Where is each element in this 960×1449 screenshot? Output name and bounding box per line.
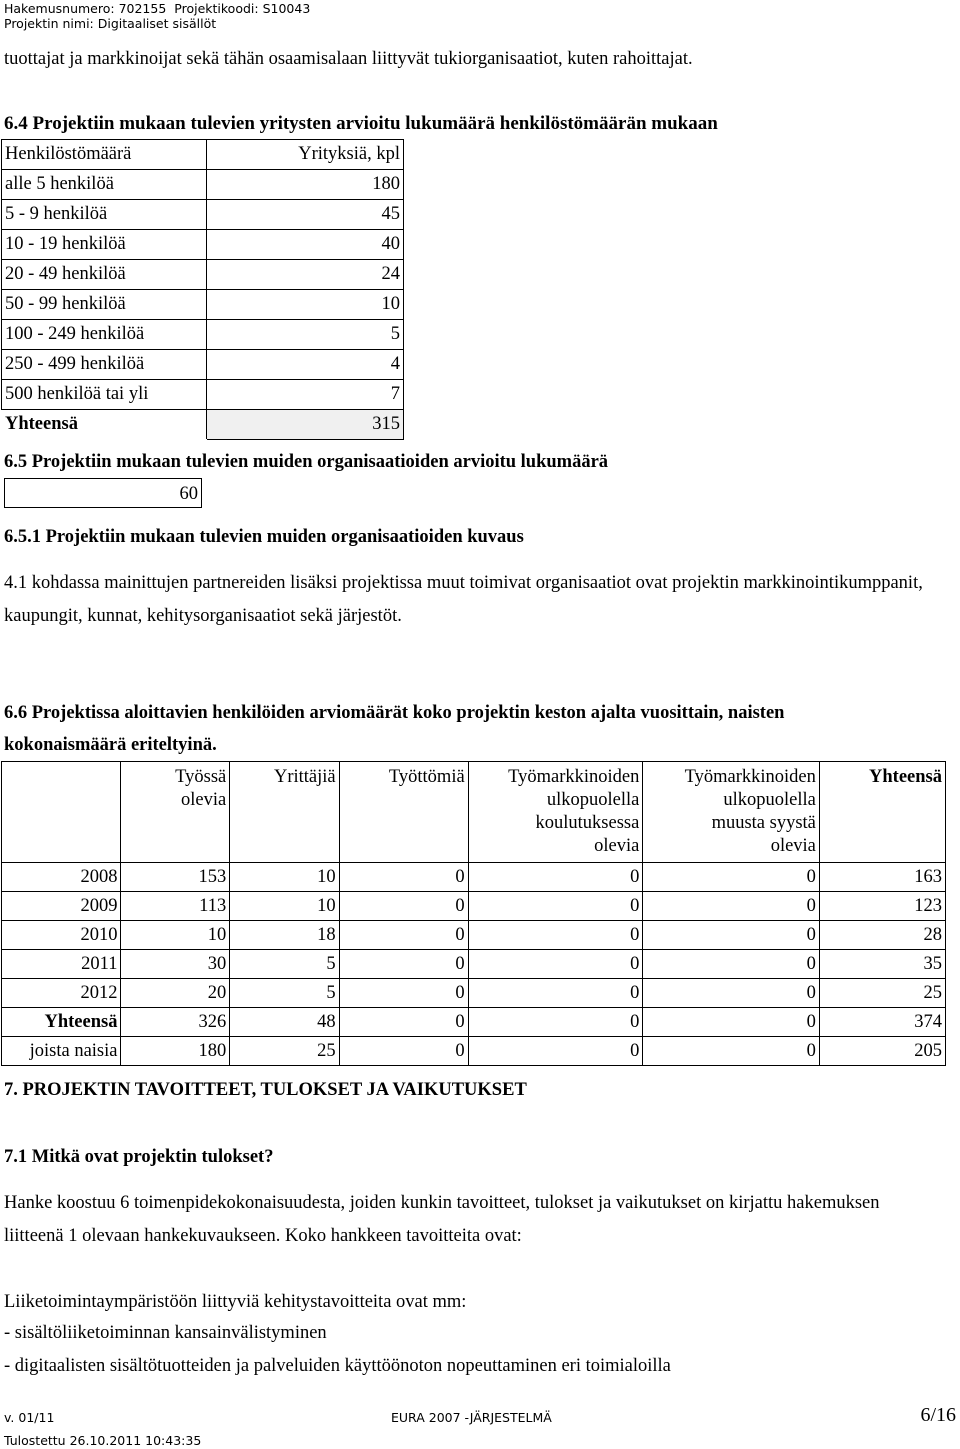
total-value: 315 <box>207 410 404 440</box>
table-row <box>2 1037 946 1066</box>
col-header-staff: Henkilöstömäärä <box>2 140 207 170</box>
column-header-line: Yhteensä <box>869 767 942 787</box>
company-count: 5 <box>207 320 404 350</box>
column-header-line: ulkopuolella <box>546 790 640 810</box>
table-cell: 0 <box>339 921 468 950</box>
column-header-line: olevia <box>770 836 816 856</box>
table-row <box>2 1008 946 1037</box>
project-code: Projektikoodi: S10043 <box>174 1 311 16</box>
table-cell: 180 <box>121 1037 230 1066</box>
table-row <box>2 350 404 380</box>
table-cell: 28 <box>819 921 945 950</box>
table-cell: 0 <box>468 1037 643 1066</box>
table-cell: 0 <box>339 979 468 1008</box>
company-size-table <box>1 139 404 440</box>
section-7-1-text: Hanke koostuu 6 toimenpidekokonaisuudesta, joiden kunkin tavoitteet, tulokset ja vaikutukset on kirjattu hakemuksen liitteenä 1 olevaan hankekuvaukseen. Koko hankkeen tavoitteita ovat: <box>4 1193 880 1246</box>
corner-cell <box>2 762 121 863</box>
table-cell: 123 <box>819 892 945 921</box>
table-row <box>2 863 946 892</box>
table-row <box>2 170 404 200</box>
company-count: 40 <box>207 230 404 260</box>
table-row <box>2 200 404 230</box>
staff-size-label: 20 - 49 henkilöä <box>2 260 207 290</box>
footer-printed: Tulostettu 26.10.2011 10:43:35 <box>4 1433 202 1448</box>
section-6-6-heading-line-2: kokonaismäärä eriteltyinä. <box>4 735 217 755</box>
table-cell: 0 <box>468 950 643 979</box>
table-cell: 0 <box>643 921 820 950</box>
column-header-line: olevia <box>181 790 227 810</box>
table-cell: 0 <box>339 1008 468 1037</box>
section-6-6-heading-line-1: 6.6 Projektissa aloittavien henkilöiden arviomäärät koko projektin keston ajalta vuosittain, naisten <box>4 703 785 723</box>
table-row <box>2 290 404 320</box>
table-header-row <box>2 762 946 863</box>
goals-item-2: - digitaalisten sisältötuotteiden ja palveluiden käyttöönoton nopeuttaminen eri toimialoilla <box>4 1356 671 1376</box>
table-row <box>2 950 946 979</box>
table-header-row <box>2 140 404 170</box>
company-count: 10 <box>207 290 404 320</box>
table-cell: 10 <box>230 863 339 892</box>
total-row <box>2 410 404 440</box>
table-cell: 48 <box>230 1008 339 1037</box>
section-6-5-1-text: 4.1 kohdassa mainittujen partnereiden lisäksi projektissa muut toimivat organisaatiot ovat projektin markkinointikumppanit, kaupungit, kunnat, kehitysorganisaatiot sekä järjestöt. <box>4 573 923 626</box>
table-cell: 0 <box>468 892 643 921</box>
company-count: 180 <box>207 170 404 200</box>
footer-version: v. 01/11 <box>4 1410 55 1425</box>
column-header-line: ulkopuolella <box>723 790 816 810</box>
column-header-line: Yrittäjiä <box>273 767 336 787</box>
row-label: Yhteensä <box>2 1008 121 1037</box>
column-header-line: Työssä <box>175 767 227 787</box>
column-header-line: Työmarkkinoiden <box>508 767 640 787</box>
column-header-line: Työttömiä <box>388 767 465 787</box>
column-header <box>819 762 945 863</box>
table-cell: 0 <box>339 892 468 921</box>
table-row <box>2 892 946 921</box>
column-header-line: Työmarkkinoiden <box>684 767 816 787</box>
company-count: 24 <box>207 260 404 290</box>
company-count: 7 <box>207 380 404 410</box>
table-cell: 5 <box>230 950 339 979</box>
table-cell: 10 <box>121 921 230 950</box>
table-row <box>2 320 404 350</box>
footer-system: EURA 2007 -JÄRJESTELMÄ <box>391 1410 552 1425</box>
staff-size-label: 10 - 19 henkilöä <box>2 230 207 260</box>
staff-size-label: 50 - 99 henkilöä <box>2 290 207 320</box>
table-cell: 10 <box>230 892 339 921</box>
table-row <box>2 380 404 410</box>
table-cell: 0 <box>339 950 468 979</box>
column-header <box>468 762 643 863</box>
table-cell: 0 <box>643 1008 820 1037</box>
column-header-line: koulutuksessa <box>535 813 640 833</box>
intro-text: tuottajat ja markkinoijat sekä tähän osaamisalaan liittyvät tukiorganisaatiot, kuten rahoittajat. <box>4 49 693 69</box>
column-header <box>643 762 820 863</box>
table-cell: 0 <box>468 1008 643 1037</box>
row-label: 2012 <box>2 979 121 1008</box>
row-label: 2010 <box>2 921 121 950</box>
table-cell: 25 <box>819 979 945 1008</box>
staff-size-label: alle 5 henkilöä <box>2 170 207 200</box>
goals-item-1: - sisältöliiketoiminnan kansainvälistyminen <box>4 1323 327 1343</box>
column-header-line: muusta syystä <box>711 813 816 833</box>
table-cell: 0 <box>643 863 820 892</box>
table-cell: 30 <box>121 950 230 979</box>
section-6-5-1-heading: 6.5.1 Projektiin mukaan tulevien muiden organisaatioiden kuvaus <box>4 527 524 547</box>
table-cell: 18 <box>230 921 339 950</box>
staff-size-label: 100 - 249 henkilöä <box>2 320 207 350</box>
footer-page-number: 6/16 <box>920 1404 956 1426</box>
table-cell: 163 <box>819 863 945 892</box>
column-header <box>121 762 230 863</box>
table-row <box>2 979 946 1008</box>
table-cell: 0 <box>468 979 643 1008</box>
table-cell: 0 <box>468 863 643 892</box>
table-cell: 153 <box>121 863 230 892</box>
section-6-4-heading: 6.4 Projektiin mukaan tulevien yritysten arvioitu lukumäärä henkilöstömäärän mukaan <box>4 113 718 134</box>
col-header-companies: Yrityksiä, kpl <box>207 140 404 170</box>
company-count: 4 <box>207 350 404 380</box>
table-cell: 35 <box>819 950 945 979</box>
table-cell: 0 <box>339 863 468 892</box>
header-line-1 <box>4 1 310 16</box>
row-label: 2011 <box>2 950 121 979</box>
section-7-heading: 7. PROJEKTIN TAVOITTEET, TULOKSET JA VAIKUTUKSET <box>4 1080 527 1100</box>
row-label: joista naisia <box>2 1037 121 1066</box>
row-label: 2009 <box>2 892 121 921</box>
other-organisations-value: 60 <box>179 484 198 504</box>
staff-size-label: 5 - 9 henkilöä <box>2 200 207 230</box>
table-cell: 374 <box>819 1008 945 1037</box>
table-cell: 326 <box>121 1008 230 1037</box>
table-row <box>2 260 404 290</box>
table-cell: 0 <box>643 1037 820 1066</box>
table-cell: 0 <box>468 921 643 950</box>
table-cell: 113 <box>121 892 230 921</box>
table-row <box>2 230 404 260</box>
section-6-5-heading: 6.5 Projektiin mukaan tulevien muiden organisaatioiden arvioitu lukumäärä <box>4 452 609 472</box>
goals-list-title: Liiketoimintaympäristöön liittyviä kehitystavoitteita ovat mm: <box>4 1292 467 1312</box>
table-cell: 5 <box>230 979 339 1008</box>
other-organisations-count <box>4 478 202 508</box>
table-cell: 0 <box>643 950 820 979</box>
table-cell: 0 <box>339 1037 468 1066</box>
staff-size-label: 500 henkilöä tai yli <box>2 380 207 410</box>
company-count: 45 <box>207 200 404 230</box>
table-cell: 20 <box>121 979 230 1008</box>
application-number: Hakemusnumero: 702155 <box>4 1 167 16</box>
participants-table <box>1 761 946 1066</box>
row-label: 2008 <box>2 863 121 892</box>
table-row <box>2 921 946 950</box>
staff-size-label: 250 - 499 henkilöä <box>2 350 207 380</box>
table-cell: 0 <box>643 979 820 1008</box>
project-name: Projektin nimi: Digitaaliset sisällöt <box>4 16 217 31</box>
table-cell: 25 <box>230 1037 339 1066</box>
table-cell: 205 <box>819 1037 945 1066</box>
table-cell: 0 <box>643 892 820 921</box>
column-header <box>339 762 468 863</box>
section-7-1-heading: 7.1 Mitkä ovat projektin tulokset? <box>4 1147 274 1167</box>
column-header <box>230 762 339 863</box>
column-header-line: olevia <box>594 836 640 856</box>
total-label: Yhteensä <box>2 410 207 440</box>
